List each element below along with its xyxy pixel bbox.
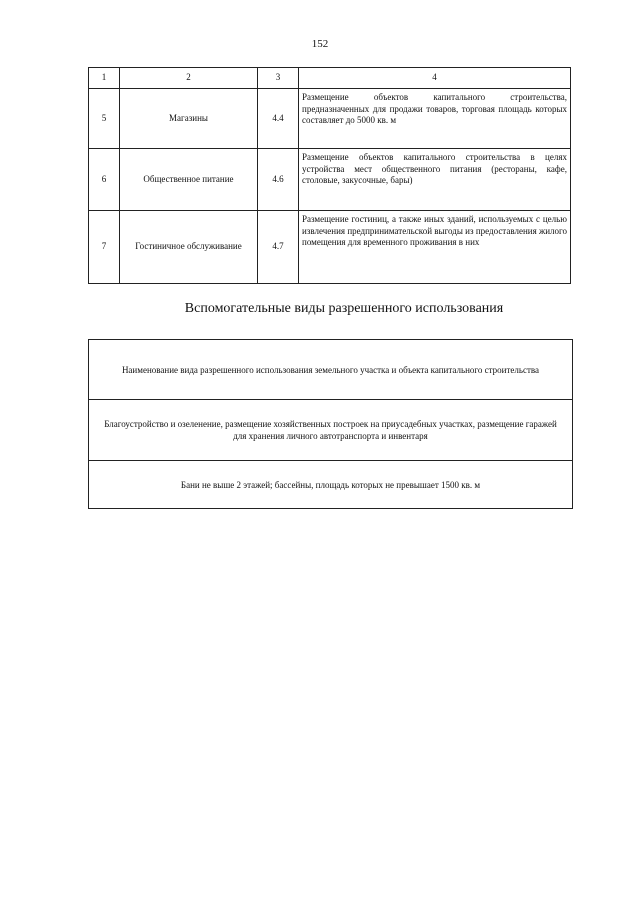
use-type-name: Гостиничное обслуживание bbox=[120, 211, 258, 284]
row-number: 5 bbox=[89, 89, 120, 149]
use-type-description: Размещение гостиниц, а также иных зданий, используемых с целью извлечения предпринимательской выгоды из предоставления жилого помещения для временного проживания в них bbox=[299, 211, 571, 284]
auxiliary-use-table bbox=[88, 339, 573, 509]
use-type-code: 4.6 bbox=[258, 149, 299, 211]
auxiliary-use-item: Благоустройство и озеленение, размещение хозяйственных построек на приусадебных участках, размещение гаражей для хранения личного автотранспорта и инвентаря bbox=[89, 400, 573, 461]
land-use-table bbox=[88, 67, 571, 284]
table-row bbox=[89, 461, 573, 509]
use-type-code: 4.7 bbox=[258, 211, 299, 284]
table-header-row bbox=[89, 340, 573, 400]
use-type-name: Магазины bbox=[120, 89, 258, 149]
column-header-2: 2 bbox=[120, 68, 258, 89]
row-number: 6 bbox=[89, 149, 120, 211]
table-row bbox=[89, 211, 571, 284]
table-row bbox=[89, 149, 571, 211]
row-number: 7 bbox=[89, 211, 120, 284]
auxiliary-table-header: Наименование вида разрешенного использования земельного участка и объекта капитального строительства bbox=[89, 340, 573, 400]
column-header-4: 4 bbox=[299, 68, 571, 89]
use-type-description: Размещение объектов капитального строительства в целях устройства мест общественного питания (рестораны, кафе, столовые, закусочные, бары) bbox=[299, 149, 571, 211]
auxiliary-use-item: Бани не выше 2 этажей; бассейны, площадь которых не превышает 1500 кв. м bbox=[89, 461, 573, 509]
table-header-row bbox=[89, 68, 571, 89]
column-header-1: 1 bbox=[89, 68, 120, 89]
use-type-description: Размещение объектов капитального строительства, предназначенных для продажи товаров, торговая площадь которых составляет до 5000 кв. м bbox=[299, 89, 571, 149]
page-number: 152 bbox=[311, 38, 329, 50]
column-header-3: 3 bbox=[258, 68, 299, 89]
table-row bbox=[89, 400, 573, 461]
use-type-code: 4.4 bbox=[258, 89, 299, 149]
table-row bbox=[89, 89, 571, 149]
use-type-name: Общественное питание bbox=[120, 149, 258, 211]
section-title: Вспомогательные виды разрешенного использования bbox=[184, 301, 504, 316]
